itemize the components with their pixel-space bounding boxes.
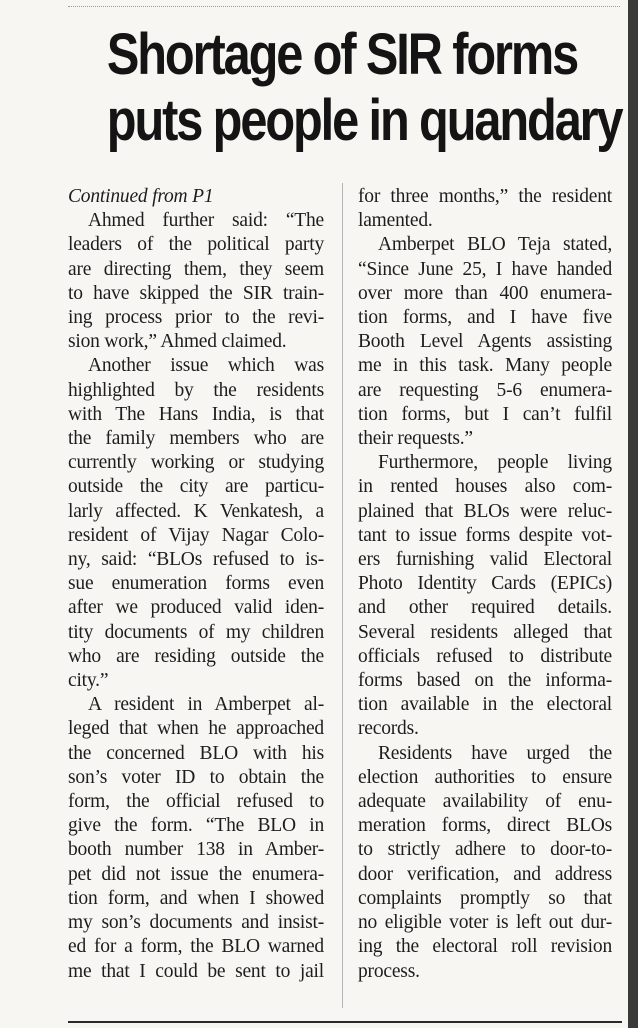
top-dotted-rule [68, 6, 620, 7]
article-text-line: in rented houses also com- [358, 476, 612, 498]
article-text-line: resident of Vijay Nagar Colo- [68, 524, 324, 546]
article-text-line: the family members who are [68, 428, 324, 450]
article-text-line: election authorities to ensure [358, 766, 612, 788]
article-text-line: door verification, and address [358, 863, 612, 885]
article-text-line: Photo Identity Cards (EPICs) [358, 573, 612, 595]
article-text-line: Ahmed further said: “The [88, 210, 324, 232]
article-text-line: highlighted by the residents [68, 379, 324, 401]
article-text-line: plained that BLOs were reluc- [358, 500, 612, 522]
article-text-line: forms based on the informa- [358, 670, 612, 692]
article-text-line: records. [358, 718, 419, 740]
article-text-line: to strictly adhere to door-to- [358, 839, 612, 861]
article-text-line: booth number 138 in Amber- [68, 839, 324, 861]
bottom-rule [68, 1021, 622, 1023]
article-text-line: ed for a form, the BLO warned [68, 936, 324, 958]
article-text-line: tion available in the electoral [358, 694, 612, 716]
article-text-line: A resident in Amberpet al- [88, 694, 324, 716]
article-text-line: Residents have urged the [378, 742, 612, 764]
article-text-line: process. [358, 960, 420, 982]
article-text-line: are directing them, they seem [68, 258, 324, 280]
article-text-line: who are residing outside the [68, 645, 324, 667]
article-text-line: are requesting 5-6 enumera- [358, 379, 612, 401]
article-column-right [358, 185, 612, 984]
article-text-line: outside the city are particu- [68, 476, 324, 498]
article-text-line: officials refused to distribute [358, 645, 612, 667]
article-text-line: form, the official refused to [68, 791, 324, 813]
article-text-line: the concerned BLO with his [68, 742, 324, 764]
article-headline [106, 22, 622, 154]
article-text-line: over more than 400 enumera- [358, 282, 612, 304]
article-text-line: tant to issue forms despite vot- [358, 524, 612, 546]
article-text-line: ing process prior to the revi- [68, 307, 324, 329]
article-text-line: city.” [68, 670, 109, 692]
article-text-line: sue enumeration forms even [68, 573, 324, 595]
article-text-line: my son’s documents and insist- [68, 912, 324, 934]
article-text-line: ing the electoral roll revision [358, 936, 612, 958]
article-text-line: larly affected. K Venkatesh, a [68, 500, 324, 522]
article-text-line: me in this task. Many people [358, 355, 612, 377]
article-column-left [68, 185, 324, 984]
article-text-line: Furthermore, people living [378, 452, 612, 474]
article-text-line: Continued from P1 [68, 186, 214, 207]
article-text-line: give the form. “The BLO in [68, 815, 324, 837]
article-text-line: tion forms, and I have five [358, 307, 612, 329]
article-text-line: “Since June 25, I have handed [358, 258, 612, 280]
article-text-line: son’s voter ID to obtain the [68, 766, 324, 788]
article-text-line: leaders of the political party [68, 234, 324, 256]
article-text-line: to have skipped the SIR train- [68, 282, 324, 304]
article-text-line: their requests.” [358, 428, 473, 450]
article-text-line: me that I could be sent to jail [68, 960, 324, 982]
column-divider [342, 183, 343, 1008]
headline-line-2: puts people in quandary [106, 88, 622, 153]
article-text-line: complaints promptly so that [358, 887, 612, 909]
page-edge-shadow [628, 0, 638, 1028]
article-text-line: for three months,” the resident [358, 186, 612, 207]
article-text-line: Another issue which was [88, 355, 324, 377]
article-text-line: Several residents alleged that [358, 621, 612, 643]
article-text-line: sion work,” Ahmed claimed. [68, 331, 287, 353]
article-text-line: ers furnishing valid Electoral [358, 549, 612, 571]
article-text-line: meration forms, direct BLOs [358, 815, 612, 837]
article-text-line: currently working or studying [68, 452, 324, 474]
article-text-line: pet did not issue the enumera- [68, 863, 324, 885]
article-text-line: tion forms, but I can’t fulfil [358, 403, 612, 425]
article-text-line: tion form, and when I showed [68, 887, 324, 909]
article-text-line: ny, said: “BLOs refused to is- [68, 549, 324, 571]
article-text-line: with The Hans India, is that [68, 403, 324, 425]
headline-line-1: Shortage of SIR forms [106, 22, 578, 87]
article-text-line: leged that when he approached [68, 718, 324, 740]
article-text-line: Amberpet BLO Teja stated, [378, 234, 612, 256]
article-text-line: lamented. [358, 210, 433, 232]
article-text-line: after we produced valid iden- [68, 597, 324, 619]
article-text-line: Booth Level Agents assisting [358, 331, 612, 353]
article-text-line: and other required details. [358, 597, 612, 619]
article-text-line: no eligible voter is left out dur- [358, 912, 612, 934]
article-text-line: adequate availability of enu- [358, 791, 612, 813]
article-text-line: tity documents of my children [68, 621, 324, 643]
